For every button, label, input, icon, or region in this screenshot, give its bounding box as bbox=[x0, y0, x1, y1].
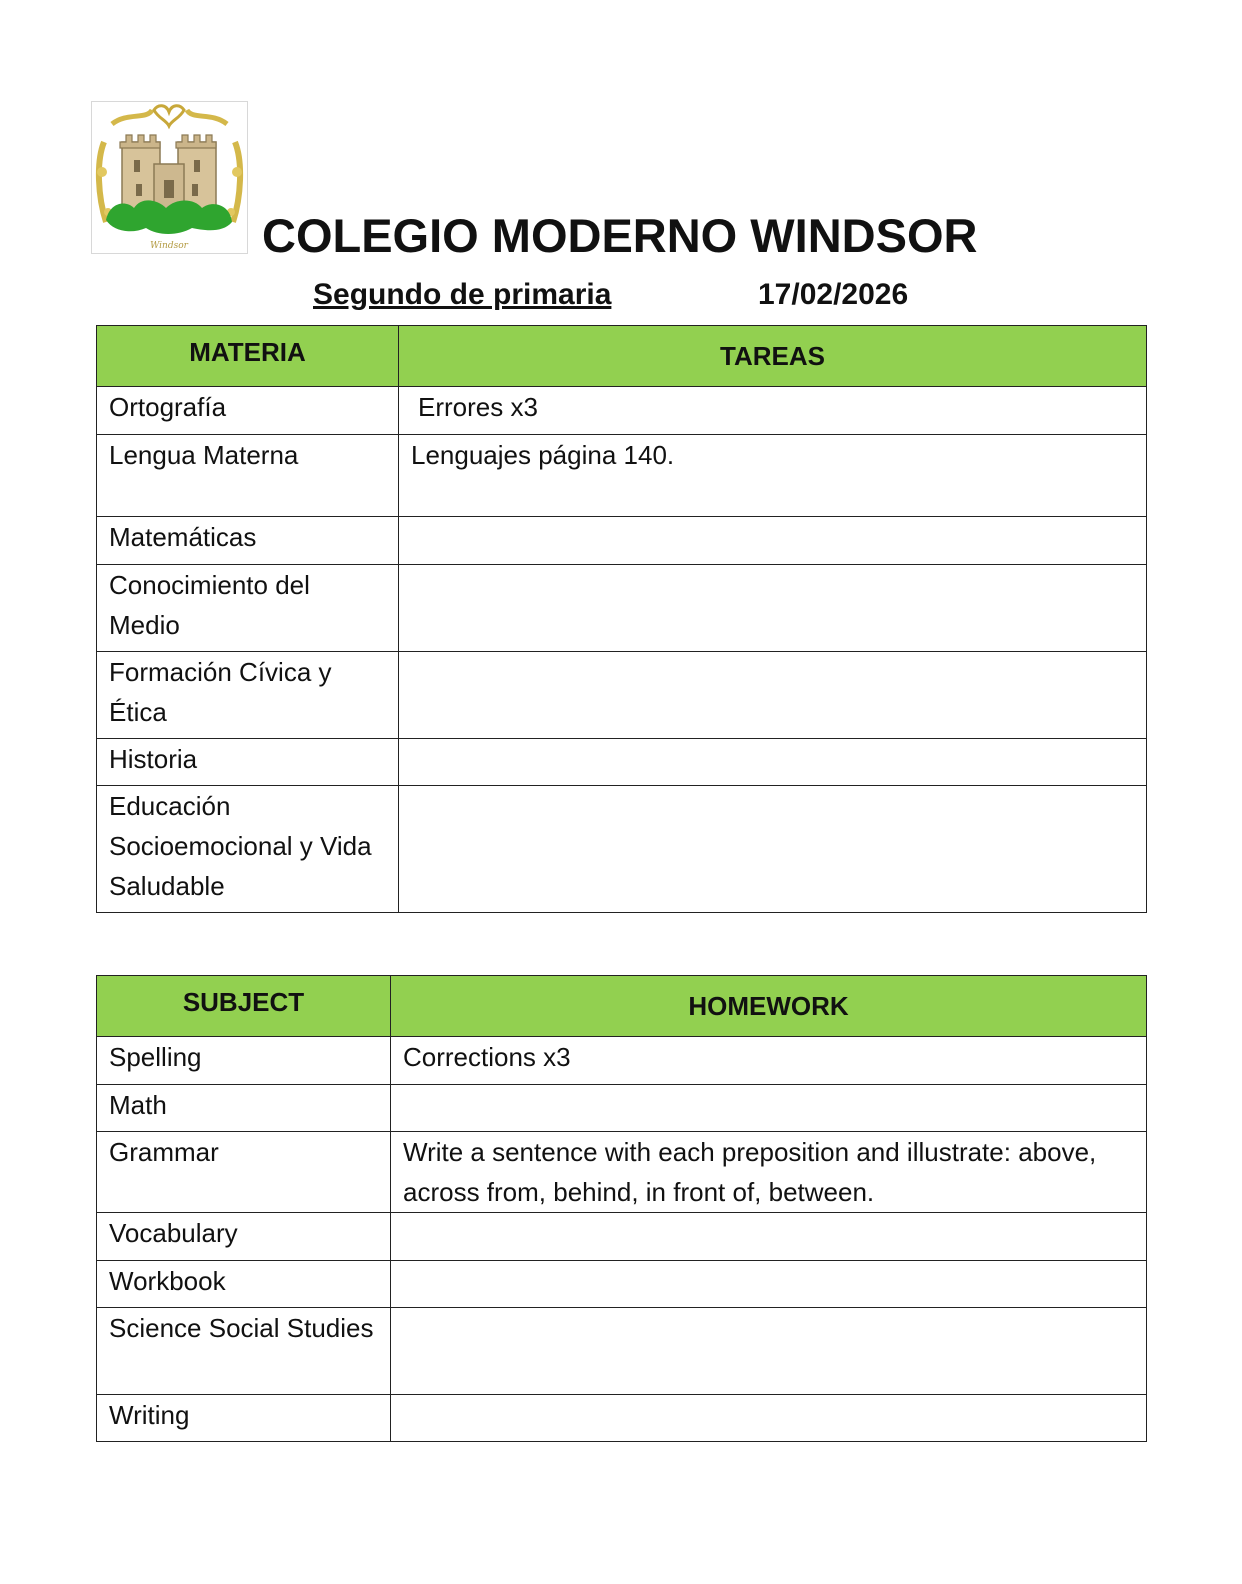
table-row bbox=[97, 652, 1147, 739]
table-row bbox=[97, 387, 1147, 435]
homework-table bbox=[96, 975, 1147, 1442]
task-cell: Lenguajes página 140. bbox=[399, 435, 1147, 517]
subject-cell: Science Social Studies bbox=[97, 1308, 391, 1395]
table-row bbox=[97, 1037, 1147, 1085]
castle-crest-icon bbox=[92, 102, 247, 253]
table-row bbox=[97, 786, 1147, 913]
column-header-tareas: TAREAS bbox=[399, 326, 1147, 387]
subject-cell: Lengua Materna bbox=[97, 435, 399, 517]
task-cell bbox=[399, 739, 1147, 786]
table-row bbox=[97, 1213, 1147, 1261]
task-cell: Errores x3 bbox=[399, 387, 1147, 435]
table-row bbox=[97, 565, 1147, 652]
task-cell: Write a sentence with each preposition and illustrate: above, across from, behind, in front of, between. bbox=[391, 1132, 1147, 1213]
table-row bbox=[97, 1308, 1147, 1395]
table-row bbox=[97, 1395, 1147, 1442]
column-header-homework: HOMEWORK bbox=[391, 976, 1147, 1037]
tareas-table bbox=[96, 325, 1147, 913]
table-row bbox=[97, 1261, 1147, 1308]
subject-cell: Ortografía bbox=[97, 387, 399, 435]
subject-cell: Workbook bbox=[97, 1261, 391, 1308]
task-cell: Corrections x3 bbox=[391, 1037, 1147, 1085]
subject-cell: Conocimiento del Medio bbox=[97, 565, 399, 652]
task-cell bbox=[399, 786, 1147, 913]
task-cell bbox=[391, 1308, 1147, 1395]
task-cell bbox=[391, 1395, 1147, 1442]
table-header-row bbox=[97, 976, 1147, 1037]
column-header-subject: SUBJECT bbox=[97, 976, 391, 1037]
table-row bbox=[97, 517, 1147, 565]
task-cell bbox=[399, 517, 1147, 565]
subject-cell: Matemáticas bbox=[97, 517, 399, 565]
subject-cell: Writing bbox=[97, 1395, 391, 1442]
table-row bbox=[97, 1132, 1147, 1213]
logo-text: Windsor bbox=[150, 241, 188, 251]
date-label: 17/02/2026 bbox=[758, 278, 909, 311]
table-row bbox=[97, 435, 1147, 517]
school-name: COLEGIO MODERNO WINDSOR bbox=[262, 209, 978, 262]
subject-cell: Educación Socioemocional y Vida Saludable bbox=[97, 786, 399, 913]
subject-cell: Grammar bbox=[97, 1132, 391, 1213]
subject-cell: Vocabulary bbox=[97, 1213, 391, 1261]
table-row bbox=[97, 1085, 1147, 1132]
subject-cell: Historia bbox=[97, 739, 399, 786]
task-cell bbox=[391, 1261, 1147, 1308]
subject-cell: Math bbox=[97, 1085, 391, 1132]
table-row bbox=[97, 739, 1147, 786]
table-header-row bbox=[97, 326, 1147, 387]
task-cell bbox=[399, 565, 1147, 652]
task-cell bbox=[399, 652, 1147, 739]
column-header-materia: MATERIA bbox=[97, 326, 399, 387]
subject-cell: Spelling bbox=[97, 1037, 391, 1085]
task-cell bbox=[391, 1213, 1147, 1261]
grade-label: Segundo de primaria bbox=[313, 278, 612, 311]
task-cell bbox=[391, 1085, 1147, 1132]
school-logo bbox=[91, 101, 248, 254]
subject-cell: Formación Cívica y Ética bbox=[97, 652, 399, 739]
